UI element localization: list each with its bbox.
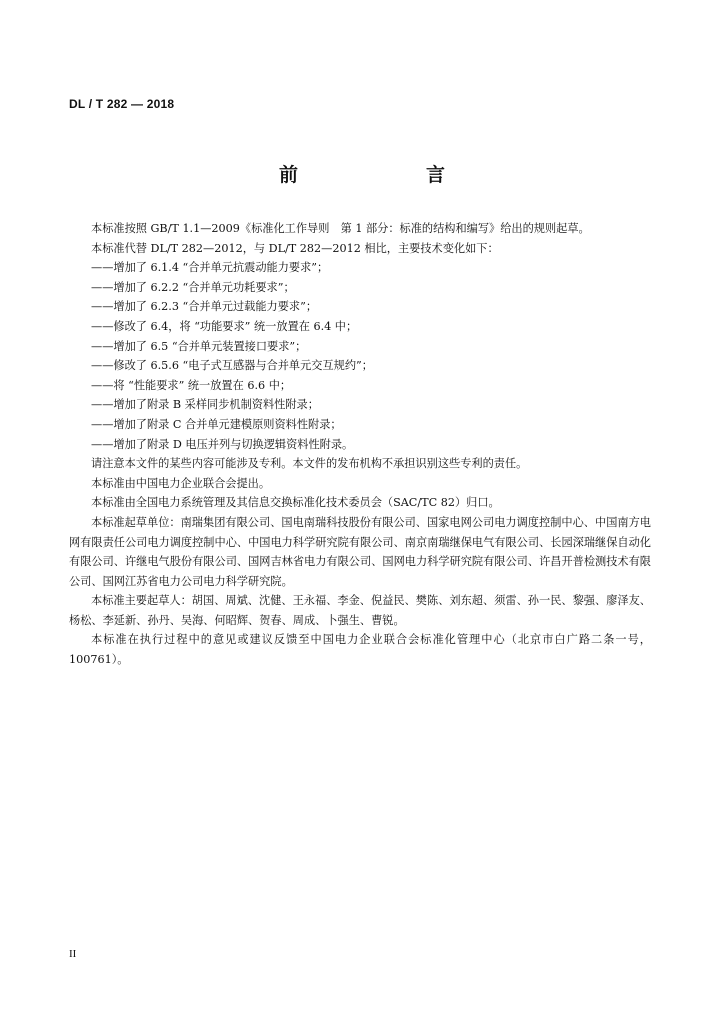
list-item: ——将 “性能要求” 统一放置在 6.6 中； bbox=[91, 378, 292, 392]
list-item: ——增加了 6.2.2 “合并单元功耗要求”； bbox=[91, 280, 295, 294]
changes-list bbox=[69, 258, 651, 454]
list-item: ——增加了 6.5 “合并单元装置接口要求”； bbox=[91, 339, 307, 353]
paragraph-feedback: 本标准在执行过程中的意见或建议反馈至中国电力企业联合会标准化管理中心（北京市白广路二条一号，100761）。 bbox=[69, 633, 651, 667]
list-item: ——增加了附录 C 合并单元建模原则资料性附录； bbox=[91, 417, 342, 431]
paragraph-proposed-by: 本标准由中国电力企业联合会提出。 bbox=[91, 476, 271, 490]
list-item: ——增加了附录 D 电压并列与切换逻辑资料性附录。 bbox=[91, 437, 354, 451]
page-number: II bbox=[69, 948, 77, 960]
standard-code: DL / T 282 — 2018 bbox=[69, 97, 175, 111]
paragraph-drafters: 本标准主要起草人：胡国、周斌、沈健、王永福、李金、倪益民、樊陈、刘东超、须雷、孙一民、黎强、廖泽友、杨松、李延新、孙丹、吴海、何昭辉、贺春、周成、卜强生、曹锐。 bbox=[69, 594, 651, 627]
paragraph-patent-notice: 请注意本文件的某些内容可能涉及专利。本文件的发布机构不承担识别这些专利的责任。 bbox=[91, 457, 528, 471]
foreword-body bbox=[69, 219, 651, 670]
list-item: ——增加了 6.1.4 “合并单元抗震动能力要求”； bbox=[91, 261, 329, 275]
paragraph-drafting-units: 本标准起草单位：南瑞集团有限公司、国电南瑞科技股份有限公司、国家电网公司电力调度控制中心、中国南方电网有限责任公司电力调度控制中心、中国电力科学研究院有限公司、南京南瑞继保电气有限公司、长园深瑞继保自动化有限公司、许继电气股份有限公司、国网吉林省电力有限公司、国网电力科学研究院有限公司、许昌开普检测技术有限公司、国网江苏省电力公司电力科学研究院。 bbox=[69, 515, 651, 588]
paragraph-drafting-rules: 本标准按照 GB/T 1.1—2009《标准化工作导则 第 1 部分：标准的结构和编写》给出的规则起草。 bbox=[91, 222, 590, 235]
paragraph-centralized-by: 本标准由全国电力系统管理及其信息交换标准化技术委员会（SAC/TC 82）归口。 bbox=[91, 496, 500, 510]
list-item: ——修改了 6.5.6 “电子式互感器与合并单元交互规约”； bbox=[91, 359, 373, 373]
list-item: ——修改了 6.4，将 “功能要求” 统一放置在 6.4 中； bbox=[91, 319, 358, 333]
page-title: 前 言 bbox=[278, 164, 475, 186]
list-item: ——增加了 6.2.3 “合并单元过载能力要求”； bbox=[91, 300, 318, 314]
paragraph-replaces: 本标准代替 DL/T 282—2012，与 DL/T 282—2012 相比，主要技术变化如下： bbox=[91, 241, 499, 255]
list-item: ——增加了附录 B 采样同步机制资料性附录； bbox=[91, 398, 319, 412]
